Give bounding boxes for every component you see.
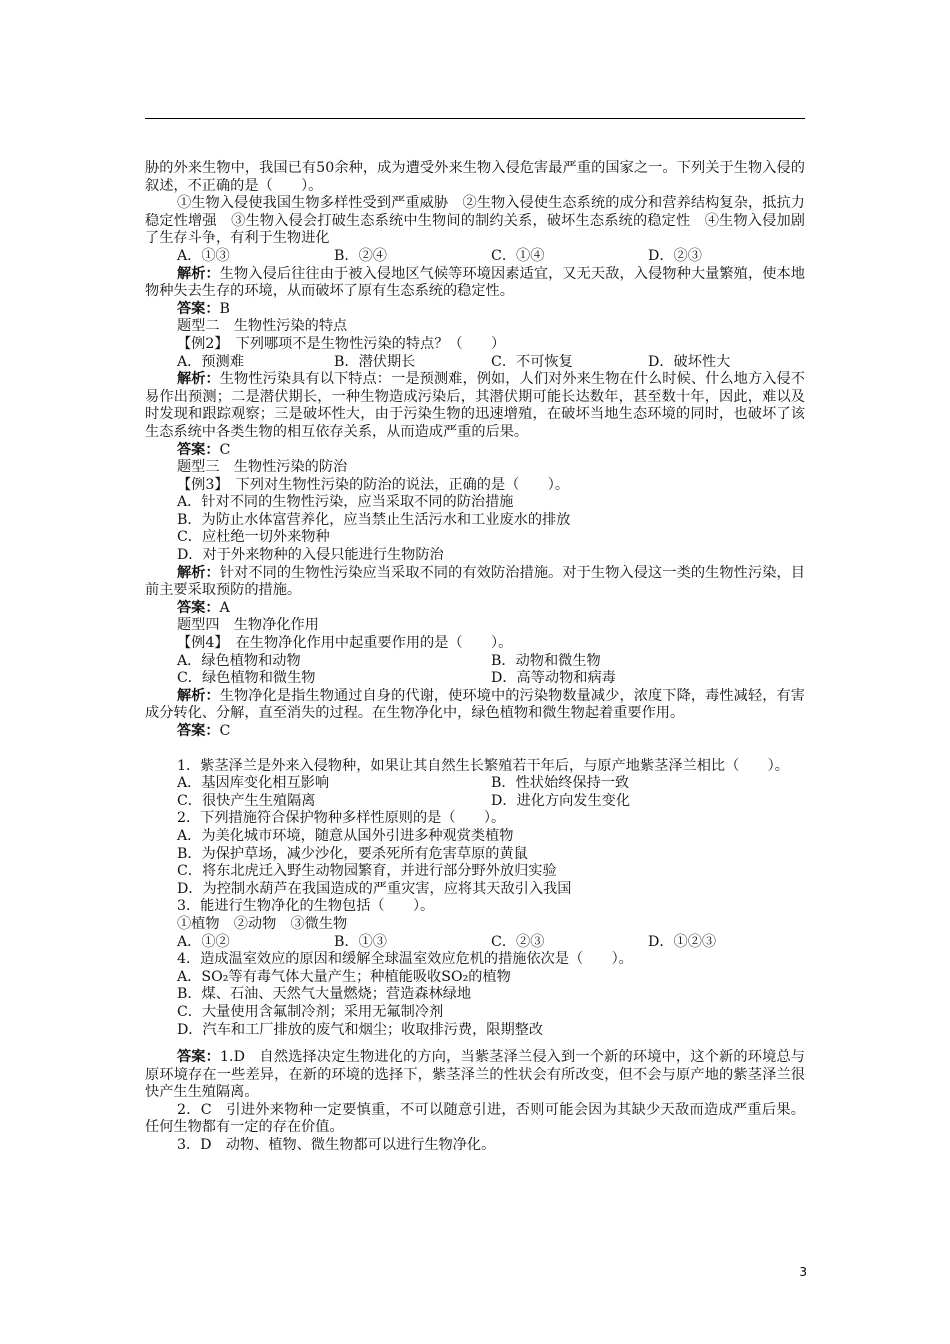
type3-option-c: C．应杜绝一切外来物种 (176, 529, 330, 546)
intro-options (145, 248, 805, 266)
type2-answer (145, 442, 805, 460)
type3-option-b: B．为防止水体富营养化，应当禁止生活污水和工业废水的排放 (176, 511, 571, 528)
analysis-text: 针对不同的生物性污染应当采取不同的有效防治措施。对于生物入侵这一类的生物性污染，目前主要采取预防的措施。 (145, 564, 805, 599)
q2-option-b: B．为保护草场，减少沙化，要杀死所有危害草原的黄鼠 (176, 845, 528, 862)
answers-label: 答案： (176, 1049, 221, 1066)
q2-option-a: A．为美化城市环境，随意从国外引进多种观赏类植物 (176, 827, 514, 844)
type2-analysis (145, 371, 805, 441)
type3-heading: 题型三 生物性污染的防治 (176, 459, 348, 476)
answer-1 (145, 1049, 805, 1102)
option-c: C．很快产生生殖隔离 (176, 792, 316, 809)
option-d: D．破坏性大 (647, 353, 731, 370)
option-c: C．②③ (490, 933, 545, 950)
type3-analysis (145, 565, 805, 600)
type3-answer (145, 600, 805, 618)
answer-1-text: 1.D 自然选择决定生物进化的方向，当紫茎泽兰侵入到一个新的环境中，这个新的环境总与原环境存在一些差异，在新的环境的选择下，紫茎泽兰的性状会有所改变，但不会与原产地的紫茎泽兰很快产生生殖隔离。 (145, 1049, 805, 1101)
intro-analysis (145, 266, 805, 301)
option-b: B．潜伏期长 (333, 353, 416, 370)
analysis-text: 生物净化是指生物通过自身的代谢，使环境中的污染物数量减少，浓度下降，毒性减轻，有害成分转化、分解，直至消失的过程。在生物净化中，绿色植物和微生物起着重要作用。 (145, 687, 805, 722)
header-rule (145, 118, 805, 119)
intro-question: 胁的外来生物中，我国已有50余种，成为遭受外来生物入侵危害最严重的国家之一。下列关于生物入侵的叙述，不正确的是（ ）。 (145, 160, 805, 194)
q4-option-a: A．SO₂等有毒气体大量产生；种植能吸收SO₂的植物 (176, 968, 511, 985)
type4-question: 【例4】 在生物净化作用中起重要作用的是（ ）。 (176, 635, 513, 652)
answer-2: 2．C 引进外来物种一定要慎重，不可以随意引进，否则可能会因为其缺少天敌而造成严重后果。任何生物都有一定的存在价值。 (145, 1101, 805, 1136)
option-c: C．绿色植物和微生物 (176, 670, 316, 687)
option-a: A．①③ (176, 247, 230, 264)
type3-option-a: A．针对不同的生物性污染，应当采取不同的防治措施 (176, 494, 514, 511)
option-d: D．高等动物和病毒 (490, 670, 616, 687)
answer-value: B (219, 300, 230, 317)
analysis-label: 解析： (176, 371, 220, 388)
intro-answer (145, 301, 805, 319)
option-a: A．绿色植物和动物 (176, 652, 301, 669)
answer-label: 答案： (176, 441, 220, 458)
option-d: D．进化方向发生变化 (490, 792, 631, 809)
page-number: 3 (799, 1265, 807, 1279)
analysis-label: 解析： (176, 265, 220, 282)
exercise-q1: 1．紫茎泽兰是外来入侵物种，如果让其自然生长繁殖若干年后，与原产地紫茎泽兰相比（ ）。 (176, 757, 789, 774)
exercise-q4: 4．造成温室效应的原因和缓解全球温室效应危机的措施依次是（ ）。 (176, 951, 633, 968)
option-d: D．①②③ (647, 933, 717, 950)
analysis-label: 解析： (176, 687, 220, 704)
q4-option-d: D．汽车和工厂排放的废气和烟尘；收取排污费，限期整改 (176, 1021, 544, 1038)
type4-answer (145, 723, 805, 741)
type2-question: 【例2】 下列哪项不是生物性污染的特点？（ ） (176, 335, 506, 352)
answer-3: 3．D 动物、植物、微生物都可以进行生物净化。 (176, 1137, 496, 1154)
option-c: C．不可恢复 (490, 353, 573, 370)
type4-options-row2 (145, 670, 805, 688)
intro-statements: ①生物入侵使我国生物多样性受到严重威胁 ②生物入侵使生态系统的成分和营养结构复杂，抵抗力稳定性增强 ③生物入侵会打破生态系统中生物间的制约关系，破坏生态系统的稳定性 ④生物入侵加剧了生存斗争，有利于生物进化 (145, 195, 805, 247)
option-b: B．性状始终保持一致 (490, 775, 630, 792)
answer-value: C (219, 441, 231, 458)
option-b: B．动物和微生物 (490, 652, 601, 669)
analysis-text: 生物入侵后往往由于被入侵地区气候等环境因素适宜，又无天敌，入侵物种大量繁殖，使本地物种失去生存的环境，从而破坏了原有生态系统的稳定性。 (145, 265, 805, 300)
answer-label: 答案： (176, 723, 220, 739)
q3-options (145, 934, 805, 952)
q3-items: ①植物 ②动物 ③微生物 (176, 915, 348, 932)
option-b: B．②④ (333, 247, 387, 264)
document-body (145, 160, 805, 1155)
answer-value: C (219, 723, 231, 739)
analysis-text: 生物性污染具有以下特点：一是预测难，例如，人们对外来生物在什么时候、什么地方入侵不易作出预测；二是潜伏期长，一种生物造成污染后，其潜伏期可能长达数年，甚至数十年，因此，难以及时发现和跟踪观察；三是破坏性大，由于污染生物的迅速增殖，在破坏当地生态环境的同时，也破坏了该生态系统中各类生物的相互依存关系，从而造成严重的后果。 (145, 371, 805, 440)
q1-options-row1 (145, 775, 805, 793)
option-b: B．①③ (333, 933, 387, 950)
type3-option-d: D．对于外来物种的入侵只能进行生物防治 (176, 547, 444, 564)
answer-label: 答案： (176, 300, 220, 317)
type3-question: 【例3】 下列对生物性污染的防治的说法，正确的是（ ）。 (176, 476, 570, 493)
type4-options-row1 (145, 653, 805, 671)
q4-option-c: C．大量使用含氟制冷剂；采用无氟制冷剂 (176, 1003, 444, 1020)
type2-options (145, 354, 805, 372)
option-a: A．预测难 (176, 353, 244, 370)
q4-option-b: B．煤、石油、天然气大量燃烧；营造森林绿地 (176, 986, 472, 1003)
analysis-label: 解析： (176, 564, 220, 581)
type2-heading: 题型二 生物性污染的特点 (176, 318, 348, 335)
answer-label: 答案： (176, 599, 220, 616)
q2-option-d: D．为控制水葫芦在我国造成的严重灾害，应将其天敌引入我国 (176, 880, 572, 897)
option-c: C．①④ (490, 247, 545, 264)
answer-value: A (219, 599, 230, 616)
exercise-q2: 2．下列措施符合保护物种多样性原则的是（ ）。 (176, 810, 506, 827)
option-d: D．②③ (647, 247, 702, 264)
option-a: A．①② (176, 933, 230, 950)
type4-heading: 题型四 生物净化作用 (176, 617, 319, 634)
q1-options-row2 (145, 793, 805, 811)
q2-option-c: C．将东北虎迁入野生动物园繁育，并进行部分野外放归实验 (176, 863, 557, 880)
exercise-q3: 3．能进行生物净化的生物包括（ ）。 (176, 898, 435, 915)
option-a: A．基因库变化相互影响 (176, 775, 330, 792)
type4-analysis (145, 688, 805, 723)
